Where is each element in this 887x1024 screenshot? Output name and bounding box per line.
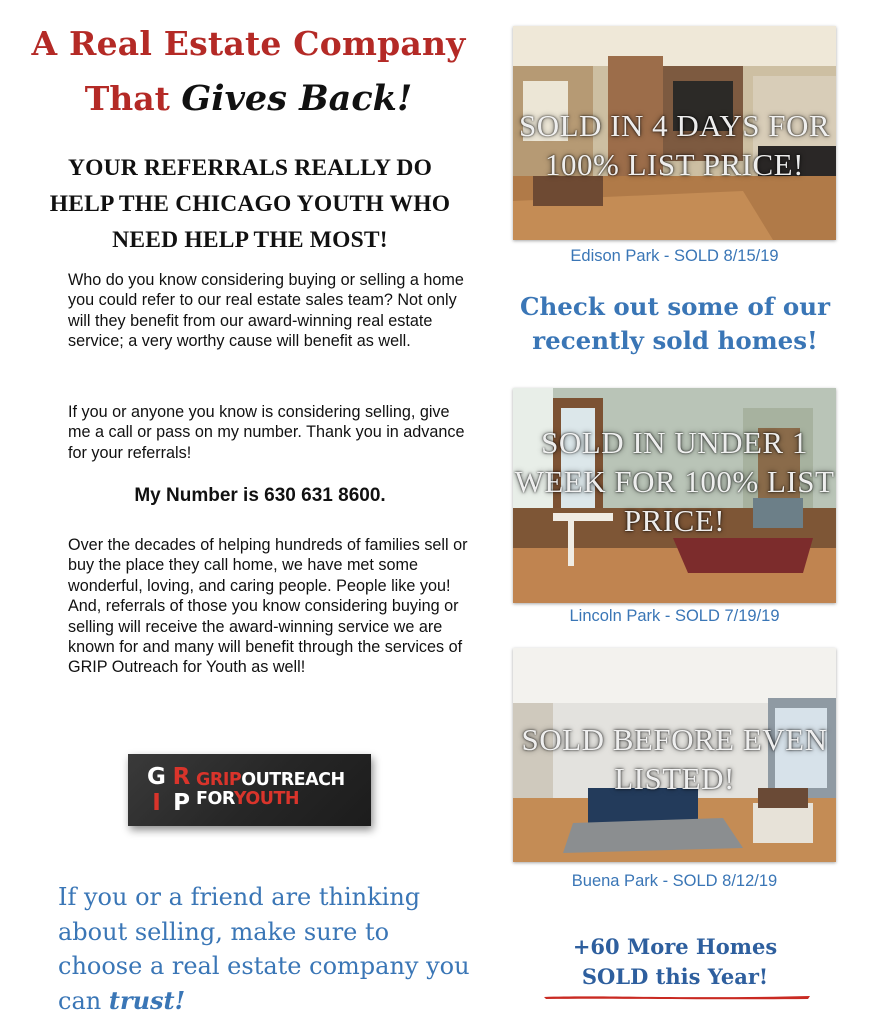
listing-overlay-text: SOLD IN UNDER 1 WEEK FOR 100% LIST PRICE! [514, 425, 835, 538]
brush-underline-icon [542, 994, 812, 1000]
grip-mark-letter: P [173, 790, 190, 816]
listing-photo-buena-park[interactable] [513, 648, 836, 862]
paragraph-call-me: If you or anyone you know is considering selling, give me a call or pass on my number. Thank you in advance for your referrals! [68, 403, 465, 462]
closing-call-to-action [58, 880, 478, 1018]
grip-mark-letter: R [172, 764, 191, 790]
listing-photo-edison-park[interactable] [513, 26, 836, 240]
listing-caption-edison-park: Edison Park - SOLD 8/15/19 [570, 247, 779, 265]
recently-sold-heading: Check out some of our recently sold homes! [520, 292, 830, 355]
more-homes-sold [520, 932, 830, 992]
grip-mark-letter: I [152, 790, 161, 816]
listing-overlay-text: SOLD BEFORE EVEN LISTED! [521, 722, 828, 796]
grip-mark-icon [144, 764, 194, 816]
grip-wordmark [196, 771, 371, 809]
more-homes-line2: SOLD this Year! [581, 964, 769, 989]
referrals-subheading: YOUR REFERRALS REALLY DO HELP THE CHICAGO YOUTH WHO NEED HELP THE MOST! [49, 155, 451, 253]
outreach-word: OUTREACH [241, 770, 345, 790]
listing-overlay-text: SOLD IN 4 DAYS FOR 100% LIST PRICE! [518, 108, 831, 182]
grip-mark-letter: G [147, 764, 166, 790]
grip-word: GRIP [196, 770, 242, 790]
closing-text: If you or a friend are thinking about selling, make sure to choose a real estate company you can [58, 883, 470, 1015]
listing-photo-lincoln-park[interactable] [513, 388, 836, 603]
paragraph-decades: Over the decades of helping hundreds of families sell or buy the place they call home, we have met some wonderful, loving, and caring people. People like you! And, referrals of those you know considering buying or selling will receive the award-winning service we are known for and many will benefit through the services of GRIP Outreach for Youth as well! [68, 536, 468, 677]
closing-trust-emphasis: trust! [108, 985, 186, 1015]
more-homes-line1: +60 More Homes [572, 934, 778, 959]
headline-line2-prefix: That [84, 79, 170, 118]
for-word: FOR [196, 789, 234, 809]
headline-line1: A Real Estate Company [31, 24, 466, 63]
headline-line2 [0, 78, 497, 119]
paragraph-referral-ask: Who do you know considering buying or selling a home you could refer to our real estate sales team? Not only will they benefit from our award-winning real estate service; a very worthy cause will benefit as well. [68, 271, 464, 351]
phone-number[interactable]: My Number is 630 631 8600. [134, 485, 386, 506]
grip-outreach-logo [128, 754, 371, 826]
listing-caption-buena-park: Buena Park - SOLD 8/12/19 [571, 872, 778, 890]
listing-caption-lincoln-park: Lincoln Park - SOLD 7/19/19 [569, 607, 780, 625]
headline-script: Gives Back! [181, 78, 413, 119]
youth-word: YOUTH [233, 789, 300, 809]
